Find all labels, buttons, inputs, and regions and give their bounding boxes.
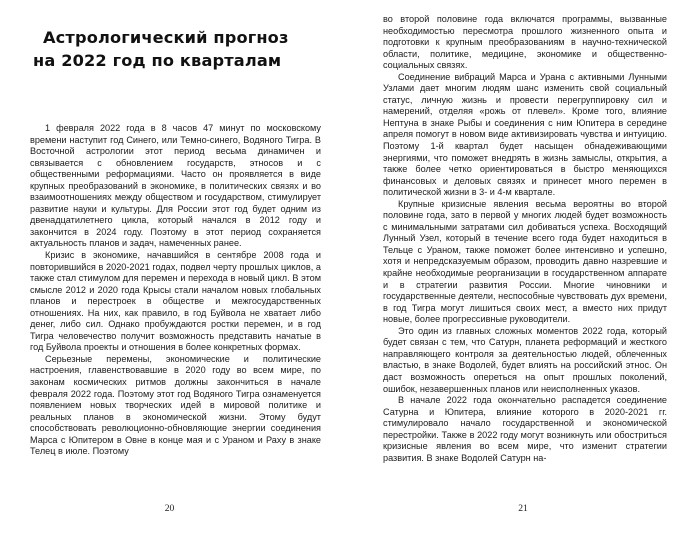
- paragraph: В начале 2022 года окончательно распадется соединение Сатурна и Юпитера, влияние которого в 2020-2021 гг. стимулировало начало государственной и экономической перестройки. Также в 2022 году могут возникнуть или обостриться кризисные явления во всем мире, что изменит стратегии развития. В знаке Водолей Сатурн на-: [383, 395, 667, 463]
- page-number-left: 20: [164, 503, 175, 514]
- left-page-body: [30, 123, 321, 458]
- paragraph: Серьезные перемены, экономические и политические настроения, главенствовавшие в 2020 году во всем мире, по законам космических ритмов должны закончиться в начале февраля 2022 года. Поэтому этот год Водяного Тигра ознаменуется появлением новых творческих идей в мировой политике и реальных планов в экономической жизни. Этому будут способствовать революционно-обновляющие энергии соединения Марса с Юпитером в Овне в конце мая и с Ураном и Раху в знаке Телец в июле. Поэтому: [30, 353, 321, 457]
- page-number-right: 21: [518, 503, 528, 514]
- paragraph: Соединение вибраций Марса и Урана с активными Лунными Узлами дает многим людям шанс изменить свой социальный статус, личную жизнь и провести перегруппировку сил и намерений, отделяя «рожь от плевел». Кроме того, влияние Нептуна в знаке Рыбы и соединения с ним Юпитера в середине апреля помогут в новом виде активизировать чувства и интуицию. Поэтому 1-й квартал будет насыщен обнадеживающими энергиями, что поможет внедрять в жизнь замыслы, открытия, а также более четко ориентироваться в быстро меняющихся финансовых и деловых связях и принесет много перемен в политической жизни в 3- и 4-м квартале.: [383, 71, 667, 198]
- paragraph: Это один из главных сложных моментов 2022 года, который будет связан с тем, что Сатурн, планета реформаций и жесткого направляющего контроля за деятельностью людей, облеченных властью, в знаке Водолей, будет влиять на российский этнос. Он даст возможность опереться на опыт прошлых поколений, ошибок, незавершенных планов или неисполненных указов.: [383, 325, 667, 394]
- chapter-title: [30, 0, 321, 72]
- right-page: [345, 0, 689, 540]
- paragraph: Крупные кризисные явления весьма вероятны во второй половине года, зато в первой у многих людей будет возможность с минимальными затратами сил добиваться успеха. Восходящий Лунный Узел, который в течение всего года будет находиться в Тельце с Ураном, также поможет более интенсивно и успешно, хотя и непредсказуемым образом, проводить давно назревшие и крайне необходимые реорганизации в государственном аппарате и в стратегии развития России. Многие чиновники и государственные деятели, неспособные чувствовать дух времени, в год Тигра могут лишиться своих мест, а вместо них придут новые, более прогрессивные руководители.: [383, 198, 667, 325]
- paragraph: во второй половине года включатся программы, вызванные необходимостью пересмотра прошлого жизненного опыта и подготовки к крупным преобразованиям в научно-технической области, политике, медицине, экономике и общественно-социальных связях.: [383, 14, 667, 71]
- paragraph: Кризис в экономике, начавшийся в сентябре 2008 года и повторившийся в 2020-2021 годах, подвел черту прошлых циклов, а также стал стимулом для перемен и перехода в новый цикл. В этом смысле 2012 и 2020 года Крысы стали началом новых глобальных планов и перестроек в обществе и межгосударственных отношениях. На них, как правило, в год Буйвола не хватает либо денег, либо сил. Однако пробуждаются ростки перемен, и в год Тигра человечество получит возможность представить начатые в год Буйвола проекты и отношения в более конкретных формах.: [30, 250, 321, 353]
- chapter-title-line-1: Астрологический прогноз: [43, 28, 289, 47]
- chapter-title-line-2: на 2022 год по кварталам: [33, 51, 282, 70]
- right-page-body: [383, 14, 667, 464]
- paragraph: 1 февраля 2022 года в 8 часов 47 минут по московскому времени наступит год Синего, или Темно-синего, Водяного Тигра. В Восточной астрологии этот период весьма динамичен и связывается с обновлением государств, этносов и с общественными реформациями. Часто он проявляется в виде крупных преобразований в экономике, в политических связях и во взаимоотношениях между обществом и государством, стимулирует развитие науки и культуры. Для России этот год будет одним из двенадцатилетнего цикла, который начался в 2012 году и закончится в 2024 году. Поэтому в этот период сохраняется актуальность планов и задач, намеченных ранее.: [30, 123, 321, 249]
